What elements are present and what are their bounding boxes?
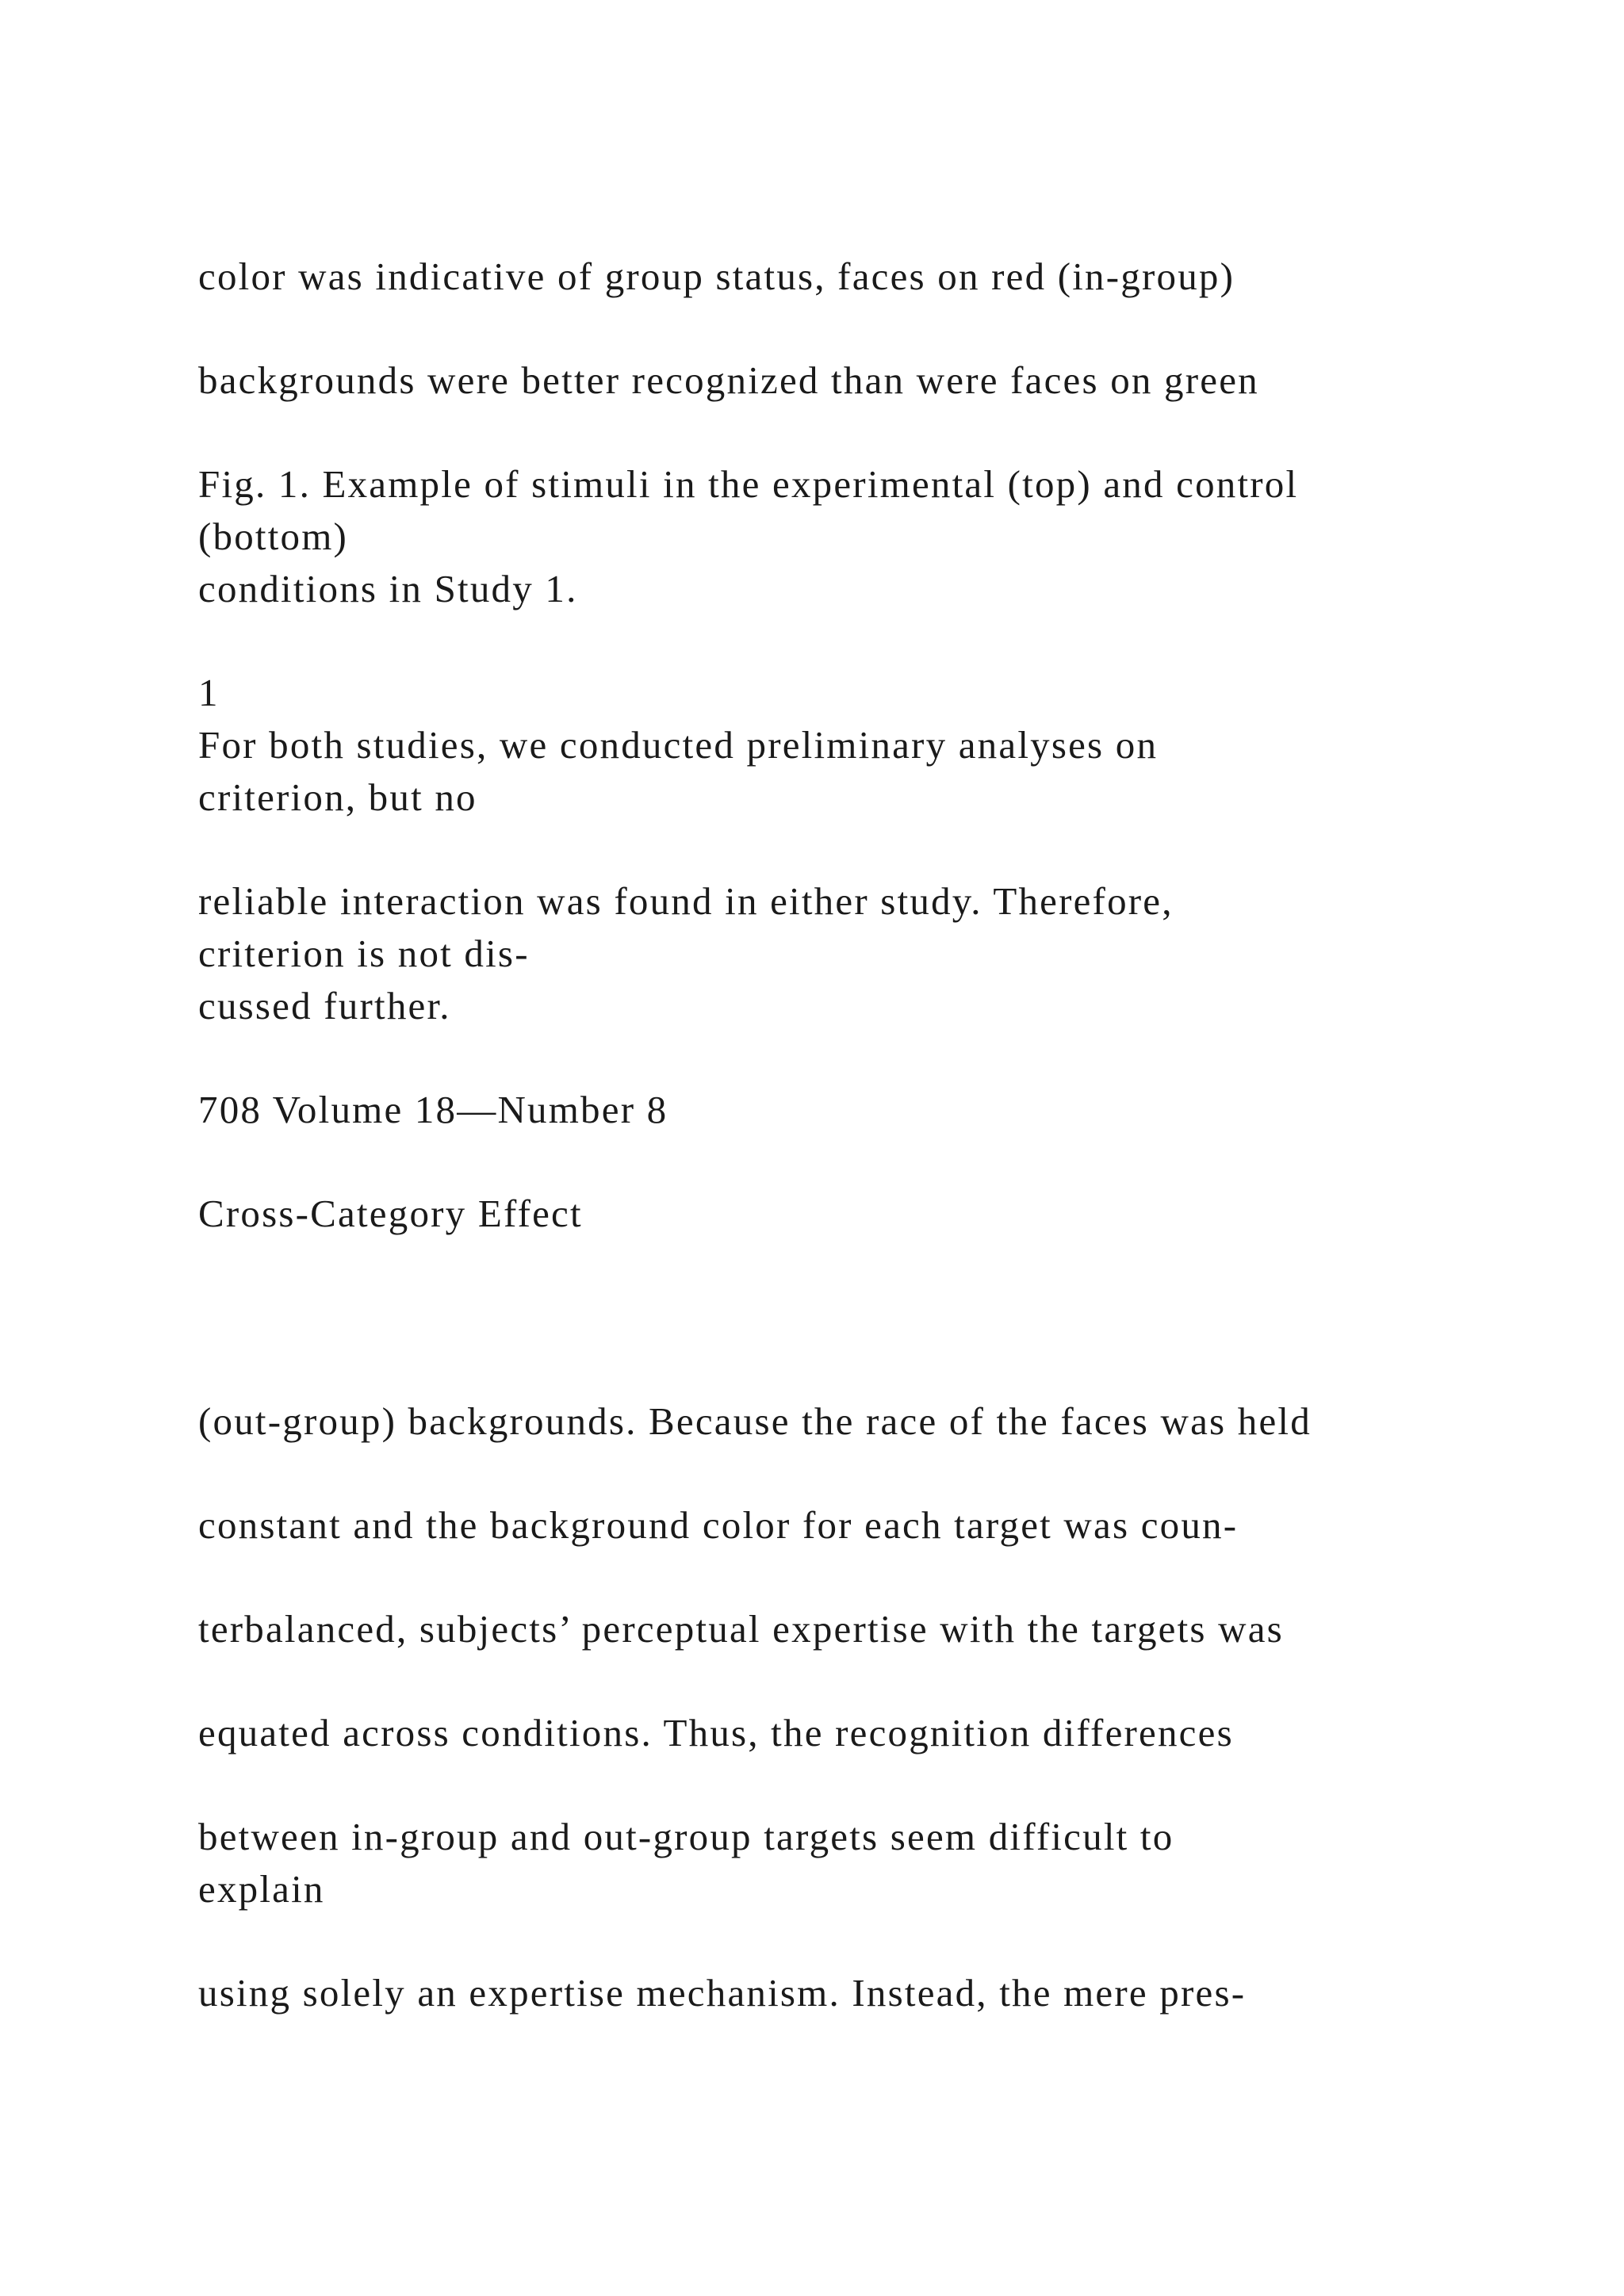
figure-caption-line: Fig. 1. Example of stimuli in the experimental (top) and control bbox=[198, 462, 1299, 506]
footnote-line: reliable interaction was found in either study. Therefore, bbox=[198, 879, 1174, 923]
body-text-line: backgrounds were better recognized than were faces on green bbox=[198, 358, 1259, 402]
body-text-line: color was indicative of group status, faces on red (in-group) bbox=[198, 254, 1235, 298]
figure-caption-line: conditions in Study 1. bbox=[198, 567, 578, 610]
body-text-line: equated across conditions. Thus, the recognition differences bbox=[198, 1711, 1234, 1755]
body-text-line: between in-group and out-group targets seem difficult to bbox=[198, 1815, 1174, 1858]
running-header: Cross-Category Effect bbox=[198, 1192, 583, 1235]
body-text-line: using solely an expertise mechanism. Instead, the mere pres- bbox=[198, 1971, 1247, 2015]
body-text-line: explain bbox=[198, 1867, 325, 1911]
body-text-line: (out-group) backgrounds. Because the race of the faces was held bbox=[198, 1399, 1312, 1443]
page-footer: 708 Volume 18—Number 8 bbox=[198, 1088, 668, 1131]
body-text-line: constant and the background color for each target was coun- bbox=[198, 1503, 1239, 1547]
footnote-line: criterion is not dis- bbox=[198, 932, 530, 975]
footnote-line: criterion, but no bbox=[198, 775, 477, 819]
footnote-line: For both studies, we conducted preliminary analyses on bbox=[198, 723, 1159, 767]
footnote-line: cussed further. bbox=[198, 984, 451, 1027]
figure-caption-line: (bottom) bbox=[198, 515, 349, 558]
footnote-number: 1 bbox=[198, 671, 220, 714]
body-text-line: terbalanced, subjects’ perceptual expertise with the targets was bbox=[198, 1607, 1284, 1651]
